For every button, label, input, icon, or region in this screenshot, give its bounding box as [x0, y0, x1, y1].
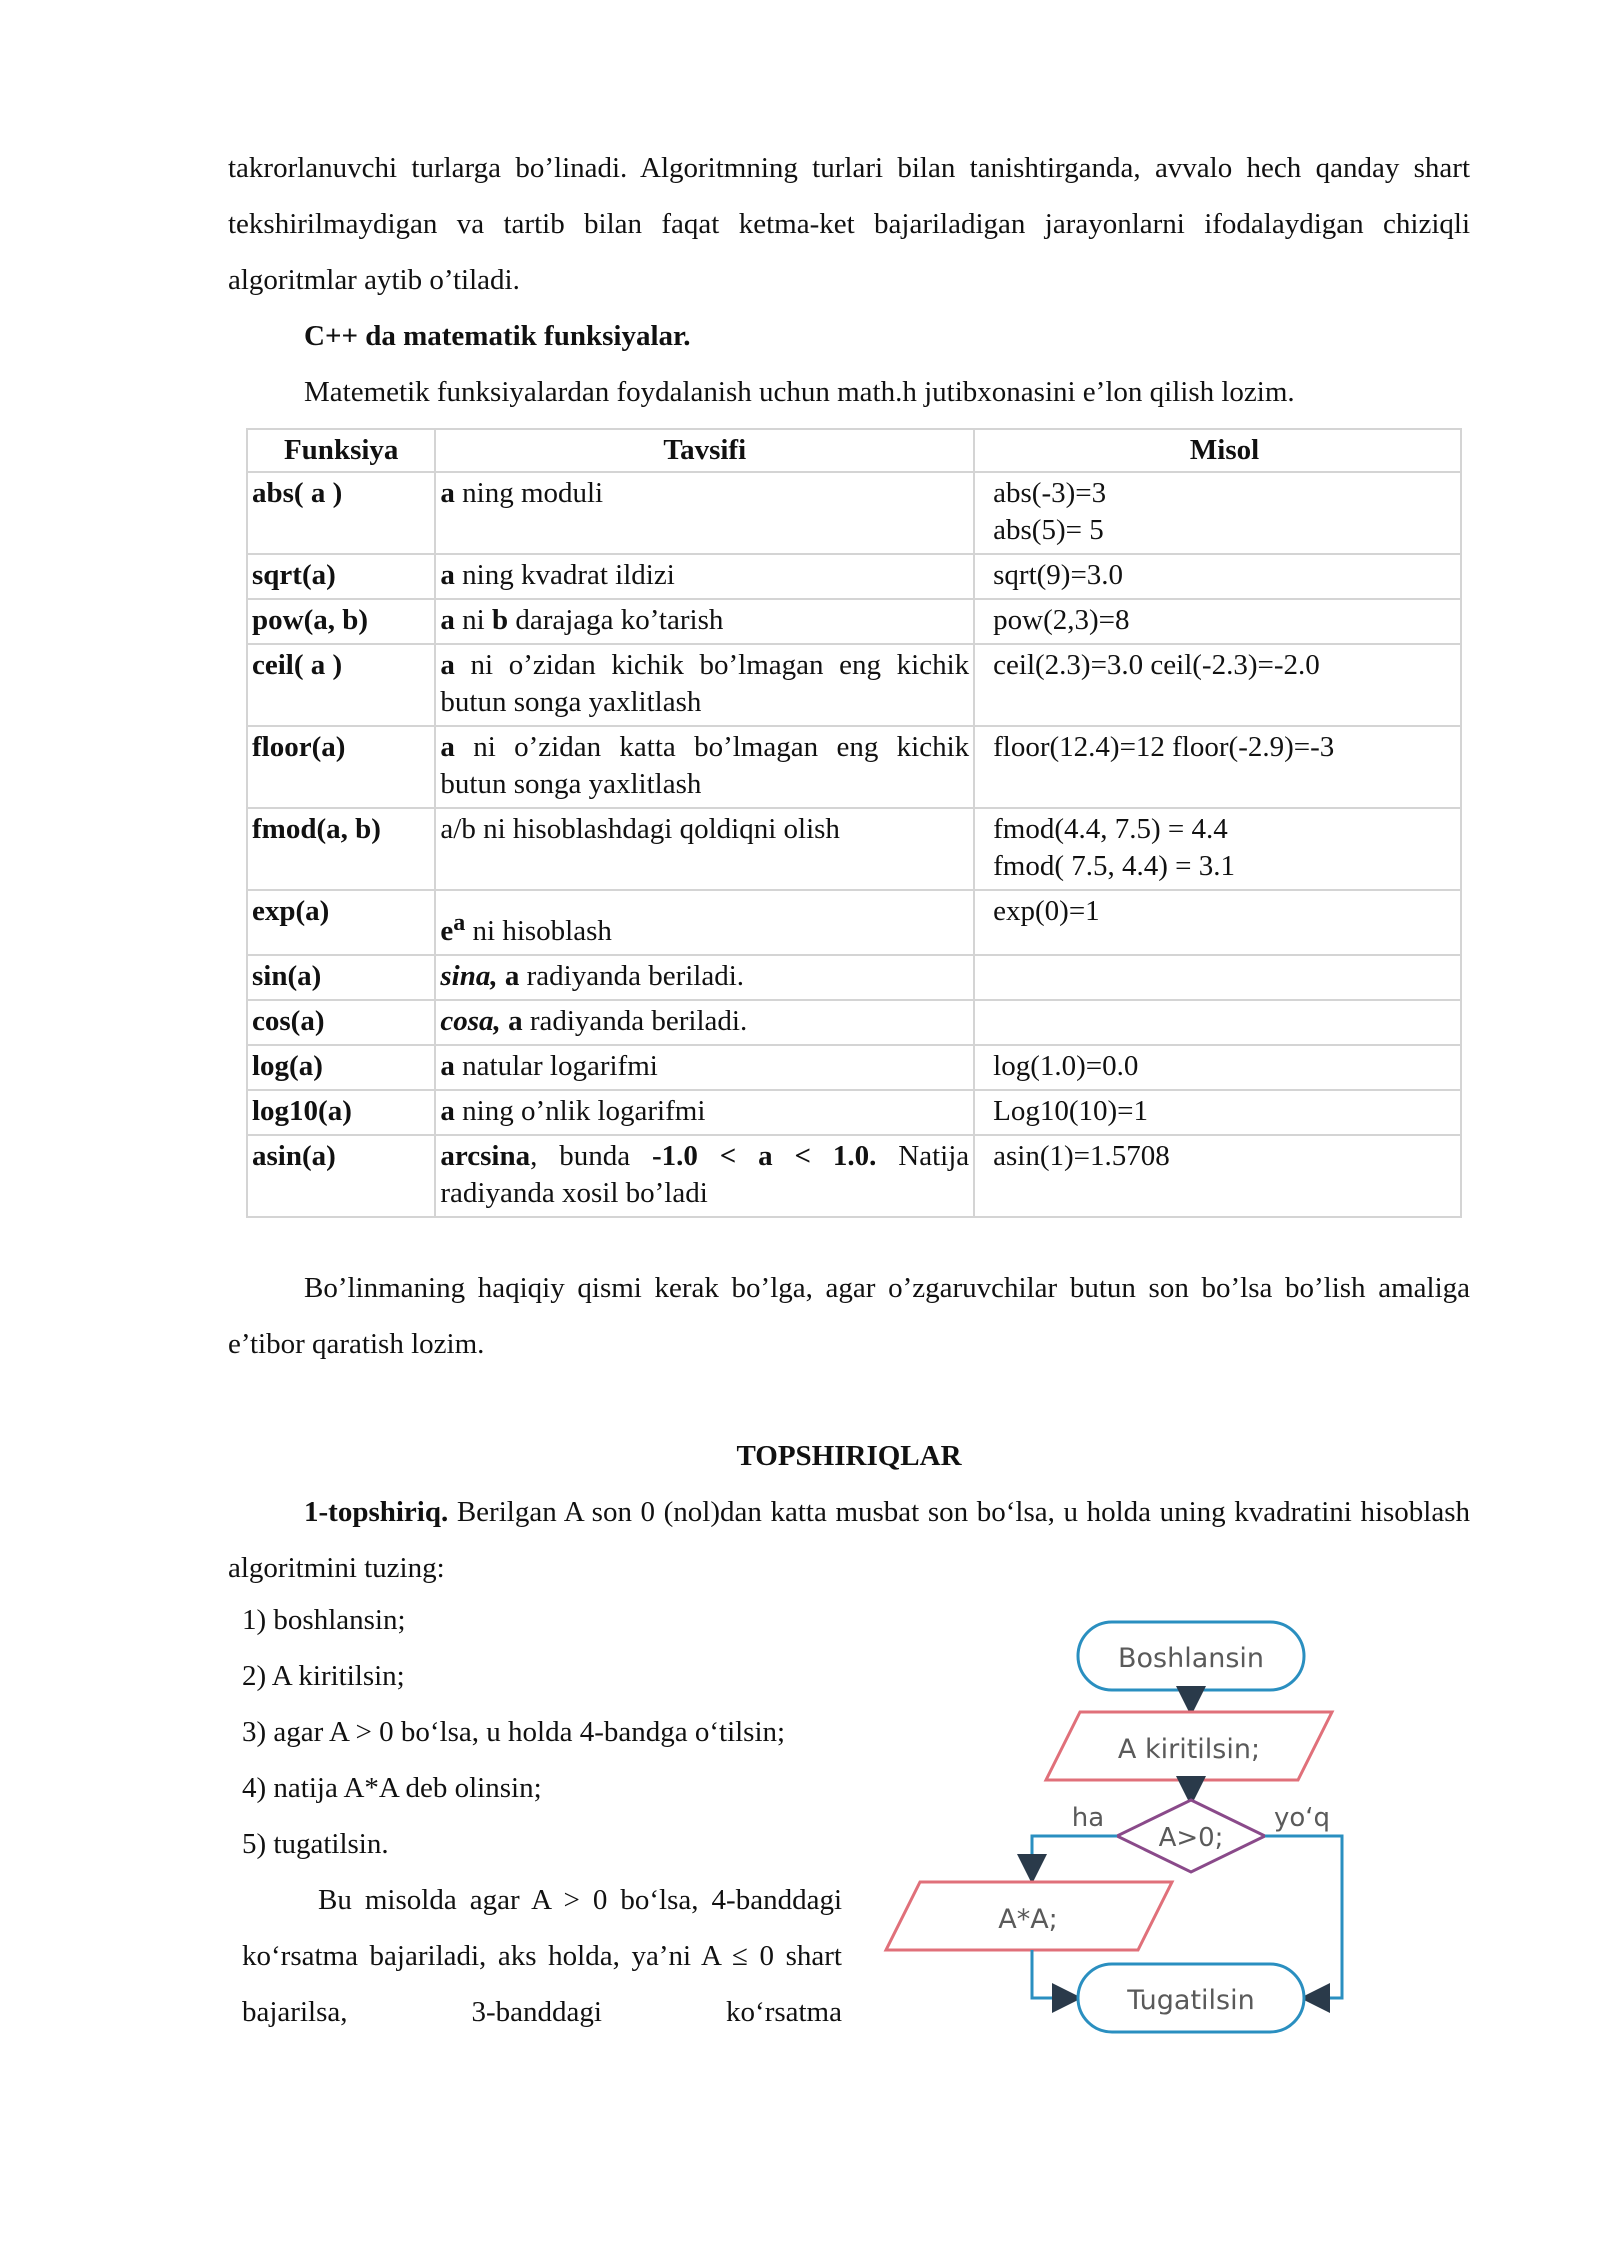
task1-label: 1-topshiriq. — [304, 1496, 449, 1528]
yes-label: ha — [1071, 1803, 1105, 1833]
cell-desc — [435, 726, 974, 808]
table-row — [247, 1090, 1461, 1135]
desc-bold: a — [440, 731, 455, 763]
start-label: Boshlansin — [1117, 1643, 1265, 1674]
list-item: 3) agar A > 0 bo‘lsa, u holda 4-bandga o‘tilsin; — [242, 1716, 786, 1748]
process-label: A*A; — [998, 1904, 1058, 1935]
cell-func: log(a) — [247, 1045, 435, 1090]
desc-bold-2: a — [508, 1005, 523, 1037]
desc-bold-italic: sina, — [440, 960, 498, 992]
table-header-row — [247, 429, 1461, 472]
desc-bold: a — [440, 1095, 455, 1127]
condition-label: A>0; — [1158, 1823, 1224, 1853]
math-functions-table — [246, 428, 1462, 1218]
table-row — [247, 1000, 1461, 1045]
cell-desc — [435, 644, 974, 726]
cell-desc — [435, 554, 974, 599]
cell-desc — [435, 1135, 974, 1217]
intro-paragraph: takrorlanuvchi turlarga bo’linadi. Algoritmning turlari bilan tanishtirganda, avvalo hech qanday shart tekshirilmaydigan va tartib bilan faqat ketma-ket bajariladigan jarayonlarni ifodalaydigan chiziqli algoritmlar aytib o’tiladi. — [228, 152, 1470, 296]
desc-text-2: darajaga ko’tarish — [508, 604, 724, 636]
table-row — [247, 599, 1461, 644]
desc-text: , bunda — [530, 1140, 652, 1172]
cell-func: sin(a) — [247, 955, 435, 1000]
desc-superscript: a — [453, 910, 466, 936]
desc-text: ni hisoblash — [465, 915, 612, 947]
cell-example: ceil(2.3)=3.0 ceil(-2.3)=-2.0 — [974, 644, 1461, 726]
cell-example — [974, 955, 1461, 1000]
header-example: Misol — [974, 429, 1461, 472]
cell-func: ceil( a ) — [247, 644, 435, 726]
desc-text: ning o’nlik logarifmi — [454, 1095, 706, 1127]
input-label: A kiritilsin; — [1117, 1734, 1261, 1765]
desc-bold: a — [440, 604, 455, 636]
desc-text: natular logarifmi — [454, 1050, 658, 1082]
cell-example: floor(12.4)=12 floor(-2.9)=-3 — [974, 726, 1461, 808]
cell-example — [974, 1000, 1461, 1045]
table-row — [247, 472, 1461, 554]
cell-func: log10(a) — [247, 1090, 435, 1135]
desc-bold: e — [440, 915, 454, 947]
desc-bold-2: -1.0 < a < 1.0. — [651, 1140, 877, 1172]
desc-bold: a — [440, 477, 455, 509]
cell-func: asin(a) — [247, 1135, 435, 1217]
flowchart — [880, 1600, 1360, 2040]
cell-desc — [435, 1000, 974, 1045]
table-row — [247, 890, 1461, 955]
cell-desc — [435, 1090, 974, 1135]
cell-func: cos(a) — [247, 1000, 435, 1045]
desc-text-2: radiyanda beriladi. — [519, 960, 745, 992]
list-item: 1) boshlansin; — [242, 1604, 406, 1636]
cell-example: fmod(4.4, 7.5) = 4.4 fmod( 7.5, 4.4) = 3.1 — [974, 808, 1461, 890]
desc-text: a/b ni hisoblashdagi qoldiqni olish — [440, 813, 840, 845]
cell-func: floor(a) — [247, 726, 435, 808]
desc-text: ni — [454, 604, 492, 636]
desc-bold: a — [440, 559, 455, 591]
desc-bold: a — [440, 1050, 455, 1082]
desc-bold-italic: cosa, — [440, 1005, 501, 1037]
task1-paragraph — [228, 1484, 1470, 1596]
table-row — [247, 808, 1461, 890]
desc-text: ni o’zidan katta bo’lmagan eng kichik butun songa yaxlitlash — [440, 731, 970, 800]
cell-desc — [435, 1045, 974, 1090]
after-table-paragraph: Bo’linmaning haqiqiy qismi kerak bo’lga, agar o’zgaruvchilar butun son bo’lsa bo’lish amaliga e’tibor qaratish lozim. — [228, 1272, 1470, 1360]
section-text: Matemetik funksiyalardan foydalanish uchun math.h jutibxonasini e’lon qilish lozim. — [304, 376, 1295, 408]
list-item: 2) A kiritilsin; — [242, 1660, 405, 1692]
lower-text — [228, 1260, 1470, 1596]
table-row — [247, 554, 1461, 599]
desc-text: ning kvadrat ildizi — [454, 559, 675, 591]
cell-example: abs(-3)=3 abs(5)= 5 — [974, 472, 1461, 554]
cell-desc — [435, 472, 974, 554]
cell-example: log(1.0)=0.0 — [974, 1045, 1461, 1090]
desc-bold-2: a — [504, 960, 520, 992]
cell-example: pow(2,3)=8 — [974, 599, 1461, 644]
table-row — [247, 1135, 1461, 1217]
list-item: 5) tugatilsin. — [242, 1828, 389, 1860]
process-to-end-line — [1032, 1950, 1070, 1998]
cell-func: fmod(a, b) — [247, 808, 435, 890]
desc-text: ning moduli — [454, 477, 604, 509]
cell-func: exp(a) — [247, 890, 435, 955]
cell-example: sqrt(9)=3.0 — [974, 554, 1461, 599]
steps-list — [242, 1592, 842, 2040]
cell-desc — [435, 890, 974, 955]
desc-text — [498, 960, 505, 992]
desc-bold: arcsina — [440, 1140, 531, 1172]
table-row — [247, 955, 1461, 1000]
section-heading: C++ da matematik funksiyalar. — [304, 320, 691, 352]
end-label: Tugatilsin — [1127, 1985, 1255, 2016]
cell-func: abs( a ) — [247, 472, 435, 554]
header-description: Tavsifi — [435, 429, 974, 472]
desc-text: ni o’zidan kichik bo’lmagan eng kichik butun songa yaxlitlash — [440, 649, 970, 718]
cell-func: sqrt(a) — [247, 554, 435, 599]
desc-text — [501, 1005, 508, 1037]
cell-func: pow(a, b) — [247, 599, 435, 644]
desc-bold-2: b — [491, 604, 509, 636]
desc-bold: a — [440, 649, 455, 681]
table-row — [247, 726, 1461, 808]
page-body — [228, 140, 1470, 420]
table-row — [247, 1045, 1461, 1090]
cell-example: Log10(10)=1 — [974, 1090, 1461, 1135]
tasks-heading: TOPSHIRIQLAR — [736, 1440, 962, 1472]
header-function: Funksiya — [247, 429, 435, 472]
table-row — [247, 644, 1461, 726]
task1-text: Berilgan A son 0 (nol)dan katta musbat son bo‘lsa, u holda uning kvadratini hisoblash algoritmini tuzing: — [228, 1496, 1470, 1584]
cell-example: exp(0)=1 — [974, 890, 1461, 955]
list-item: 4) natija A*A deb olinsin; — [242, 1772, 542, 1804]
cell-desc — [435, 599, 974, 644]
explanation-paragraph: Bu misolda agar A > 0 bo‘lsa, 4-banddagi ko‘rsatma bajariladi, aks holda, ya’ni A ≤ 0 shart bajarilsa, 3-banddagi ko‘rsatma — [242, 1884, 842, 2028]
no-label: yo‘q — [1273, 1803, 1331, 1833]
desc-text-2: Natija radiyanda xosil bo’ladi — [440, 1140, 970, 1209]
desc-text-2: radiyanda beriladi. — [522, 1005, 748, 1037]
yes-branch-line — [1032, 1836, 1117, 1874]
cell-example: asin(1)=1.5708 — [974, 1135, 1461, 1217]
cell-desc — [435, 808, 974, 890]
cell-desc — [435, 955, 974, 1000]
